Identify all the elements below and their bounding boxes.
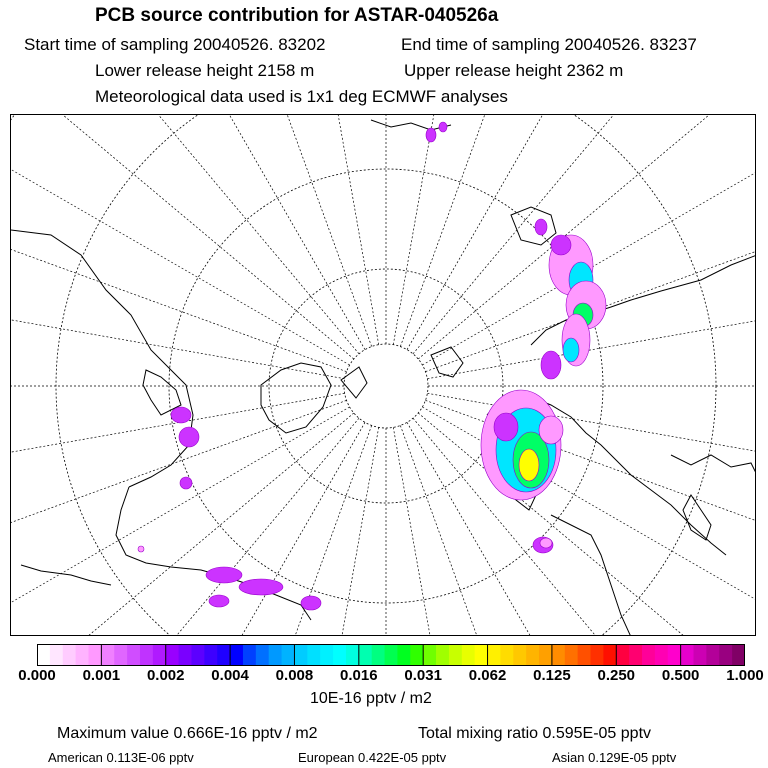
color-scale-swatch <box>63 644 76 666</box>
color-scale-swatch <box>153 644 166 666</box>
color-scale-swatch <box>397 644 410 666</box>
color-scale-tick-label: 0.016 <box>340 667 378 684</box>
color-scale-swatch <box>333 644 346 666</box>
color-scale-swatch <box>385 644 398 666</box>
color-scale-swatch <box>191 644 204 666</box>
total-mixing-ratio-label: Total mixing ratio 0.595E-05 pptv <box>418 725 652 742</box>
color-scale-swatch <box>372 644 385 666</box>
start-time-label: Start time of sampling 20040526. 83202 <box>24 35 326 54</box>
color-scale-swatch <box>475 644 488 666</box>
color-scale-swatch <box>37 644 50 666</box>
color-scale-swatch <box>488 644 501 666</box>
color-scale-swatch <box>655 644 668 666</box>
color-scale-swatch <box>449 644 462 666</box>
color-scale-swatch <box>88 644 101 666</box>
color-scale-swatch <box>719 644 732 666</box>
plume-patch-22 <box>180 477 192 489</box>
color-scale-tick-label: 0.125 <box>533 667 571 684</box>
color-scale-swatch <box>346 644 359 666</box>
plume-patch-25 <box>301 596 321 610</box>
plume-patch-11 <box>439 122 447 132</box>
color-scale-swatch <box>127 644 140 666</box>
color-scale-tick-label: 0.062 <box>468 667 507 684</box>
color-scale-swatch <box>230 644 243 666</box>
color-scale-swatch <box>204 644 217 666</box>
color-scale-swatch <box>76 644 89 666</box>
color-scale-tick-label: 0.250 <box>597 667 636 684</box>
color-scale-tick-label: 0.001 <box>82 667 121 684</box>
color-scale-swatch <box>243 644 256 666</box>
color-scale-swatch <box>694 644 707 666</box>
coastline-6 <box>431 347 463 377</box>
color-scale-swatch <box>101 644 114 666</box>
map-title: PCB source contribution for ASTAR-040526a <box>95 5 499 26</box>
lower-height-label: Lower release height 2158 m <box>95 61 315 80</box>
polar-map <box>10 114 756 636</box>
color-scale-swatch <box>578 644 591 666</box>
color-scale-swatch <box>591 644 604 666</box>
latitude-circle-6 <box>11 115 756 636</box>
color-scale-tick-label: 0.000 <box>18 667 56 684</box>
latitude-circle-2 <box>269 269 503 503</box>
color-scale-swatch <box>410 644 423 666</box>
plume-patch-16 <box>494 413 518 441</box>
end-time-label: End time of sampling 20040526. 83237 <box>401 35 697 54</box>
meridian-line <box>407 422 756 636</box>
maximum-value-label: Maximum value 0.666E-16 pptv / m2 <box>57 725 318 742</box>
meridian-line <box>11 400 347 636</box>
plume-patch-19 <box>540 538 552 548</box>
color-scale-swatch <box>294 644 307 666</box>
color-scale-tick-label: 0.004 <box>211 667 249 684</box>
plume-patch-27 <box>138 546 144 552</box>
plume-patch-9 <box>535 219 547 235</box>
color-scale-swatch <box>706 644 719 666</box>
met-data-label: Meteorological data used is 1x1 deg ECMWF analyses <box>95 87 508 106</box>
coastline-14 <box>21 565 111 585</box>
color-scale-tick-label: 1.000 <box>726 667 764 684</box>
plume-patch-10 <box>426 128 436 142</box>
coastline-11 <box>551 515 631 636</box>
color-scale-swatch <box>603 644 616 666</box>
color-scale-ticks <box>0 667 768 687</box>
meridian-line <box>11 230 345 379</box>
color-scale-swatch <box>668 644 681 666</box>
meridian-line <box>393 115 542 345</box>
color-scale-swatch <box>513 644 526 666</box>
color-scale-bar <box>37 644 745 666</box>
color-scale-tick-label: 0.031 <box>404 667 442 684</box>
color-scale-swatch <box>565 644 578 666</box>
color-scale-tick-label: 0.008 <box>275 667 314 684</box>
pcb-plume <box>138 122 606 610</box>
color-scale-swatch <box>256 644 269 666</box>
meridian-line <box>427 393 756 542</box>
plume-patch-21 <box>179 427 199 447</box>
coastlines <box>11 120 756 636</box>
american-contribution: American 0.113E-06 pptv <box>48 750 194 765</box>
color-scale-swatch <box>642 644 655 666</box>
color-scale-swatch <box>140 644 153 666</box>
plume-patch-26 <box>209 595 229 607</box>
color-scale-swatch <box>436 644 449 666</box>
latitude-circle-5 <box>11 115 756 636</box>
meridian-line <box>11 115 350 365</box>
color-scale-swatch <box>114 644 127 666</box>
color-scale-swatch <box>732 644 745 666</box>
unit-label: 10E-16 pptv / m2 <box>310 690 432 707</box>
color-scale-tick-label: 0.500 <box>661 667 700 684</box>
color-scale-swatch <box>681 644 694 666</box>
color-scale-swatch <box>526 644 539 666</box>
coastline-1 <box>11 230 193 487</box>
coastline-12 <box>671 455 756 475</box>
color-scale-swatch <box>539 644 552 666</box>
meridian-line <box>418 413 756 636</box>
meridian-line <box>425 115 756 372</box>
color-scale-swatch <box>616 644 629 666</box>
color-scale-tick-label: 0.002 <box>146 667 185 684</box>
coastline-13 <box>683 495 711 540</box>
plume-patch-15 <box>519 449 539 481</box>
color-scale-swatch <box>179 644 192 666</box>
plume-patch-17 <box>539 416 563 444</box>
color-scale-swatch <box>423 644 436 666</box>
color-scale-swatch <box>269 644 282 666</box>
meridian-line <box>78 115 371 347</box>
latlon-grid <box>11 115 756 636</box>
color-scale-swatch <box>552 644 565 666</box>
coastline-10 <box>511 207 556 245</box>
color-scale-swatch <box>359 644 372 666</box>
plume-patch-23 <box>206 567 242 583</box>
meridian-line <box>400 115 693 347</box>
color-scale-swatch <box>500 644 513 666</box>
plume-patch-8 <box>551 235 571 255</box>
asian-contribution: Asian 0.129E-05 pptv <box>552 750 677 765</box>
meridian-line <box>422 407 756 636</box>
color-scale-swatch <box>282 644 295 666</box>
coastline-4 <box>261 363 331 433</box>
polar-map-canvas <box>11 115 756 636</box>
color-scale-swatch <box>320 644 333 666</box>
european-contribution: European 0.422E-05 pptv <box>298 750 447 765</box>
color-scale-swatch <box>629 644 642 666</box>
color-scale-swatch <box>166 644 179 666</box>
meridian-line <box>11 115 347 372</box>
plume-patch-20 <box>171 407 191 423</box>
color-scale-swatch <box>307 644 320 666</box>
color-scale-swatch <box>50 644 63 666</box>
color-scale-swatch <box>462 644 475 666</box>
plume-patch-6 <box>563 338 579 362</box>
color-scale-swatch <box>217 644 230 666</box>
latitude-circle-1 <box>344 344 428 428</box>
upper-height-label: Upper release height 2362 m <box>404 61 624 80</box>
plume-patch-24 <box>239 579 283 595</box>
meridian-line <box>413 418 756 636</box>
plume-patch-7 <box>541 351 561 379</box>
meridian-line <box>230 115 379 345</box>
